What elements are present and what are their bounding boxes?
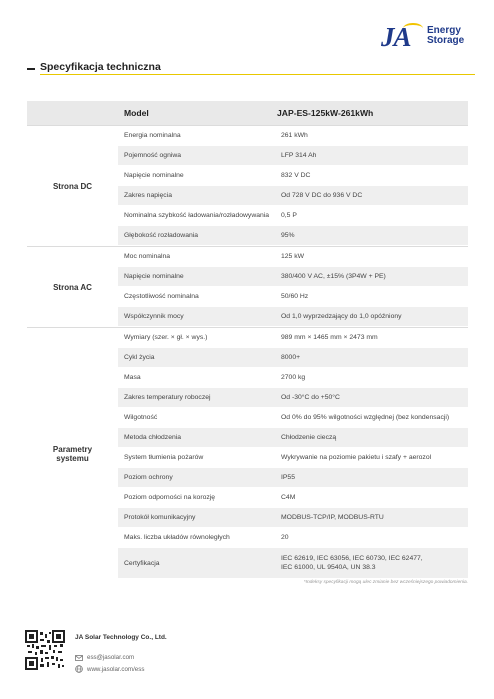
group-system-parameters	[27, 327, 468, 579]
logo-text: Energy Storage	[427, 25, 465, 46]
table-row: Maks. liczba układów równoległych 20	[118, 528, 468, 548]
title-marker	[27, 68, 35, 70]
table-row: Certyfikacja IEC 62619, IEC 63056, IEC 60730, IEC 62477, IEC 61000, UL 9540A, UN 38.3	[118, 548, 468, 579]
group-dc-side	[27, 125, 468, 246]
company-name: JA Solar Technology Co., Ltd.	[75, 634, 167, 641]
footnote: *Indeksy specyfikacji mogą ulec zmianie bez wcześniejszego powiadomienia.	[303, 580, 468, 585]
logo-mark: JA	[381, 22, 411, 52]
table-row: System tłumienia pożarów Wykrywanie na poziomie pakietu i szafy + aerozol	[118, 448, 468, 468]
table-row: Nominalna szybkość ładowania/rozładowywania 0,5 P	[118, 206, 468, 226]
globe-icon	[75, 665, 83, 673]
title-divider	[40, 74, 475, 75]
table-row: Cykl życia 8000+	[118, 348, 468, 368]
table-row: Protokół komunikacyjny MODBUS-TCP/IP, MODBUS-RTU	[118, 508, 468, 528]
group-label: Parametry systemu	[52, 444, 93, 463]
table-header	[27, 101, 468, 125]
table-row: Zakres temperatury roboczej Od -30°C do +50°C	[118, 388, 468, 408]
table-row: Zakres napięcia Od 728 V DC do 936 V DC	[118, 186, 468, 206]
qr-code-icon[interactable]	[25, 630, 65, 670]
table-row: Głębokość rozładowania 95%	[118, 226, 468, 246]
group-ac-side	[27, 246, 468, 327]
table-row: Częstotliwość nominalna 50/60 Hz	[118, 287, 468, 307]
model-value: JAP-ES-125kW-261kWh	[277, 108, 374, 118]
table-row: Pojemność ogniwa LFP 314 Ah	[118, 146, 468, 166]
spec-table	[27, 101, 468, 579]
mail-icon	[75, 655, 83, 661]
table-row: Wymiary (szer. × gł. × wys.) 989 mm × 1465 mm × 2473 mm	[118, 328, 468, 348]
table-row: Napięcie nominalne 832 V DC	[118, 166, 468, 186]
email-contact[interactable]	[75, 654, 134, 661]
email-link[interactable]: ess@jasolar.com	[87, 654, 135, 661]
website-contact[interactable]	[75, 665, 144, 673]
table-row: Napięcie nominalne 380/400 V AC, ±15% (3P4W + PE)	[118, 267, 468, 287]
table-row: Poziom odporności na korozję C4M	[118, 488, 468, 508]
ja-energy-storage-logo	[381, 22, 477, 52]
group-label: Strona DC	[52, 181, 93, 191]
table-row: Moc nominalna 125 kW	[118, 247, 468, 267]
table-row: Poziom ochrony IP55	[118, 468, 468, 488]
model-label: Model	[124, 108, 149, 118]
group-label: Strona AC	[53, 282, 92, 292]
section-title: Specyfikacja techniczna	[40, 61, 161, 73]
table-row: Wilgotność Od 0% do 95% wilgotności względnej (bez kondensacji)	[118, 408, 468, 428]
table-row: Metoda chłodzenia Chłodzenie cieczą	[118, 428, 468, 448]
website-link[interactable]: www.jasolar.com/ess	[87, 665, 145, 673]
table-row: Energia nominalna 261 kWh	[118, 126, 468, 146]
table-row: Współczynnik mocy Od 1,0 wyprzedzający do 1,0 opóźniony	[118, 307, 468, 327]
table-row: Masa 2700 kg	[118, 368, 468, 388]
